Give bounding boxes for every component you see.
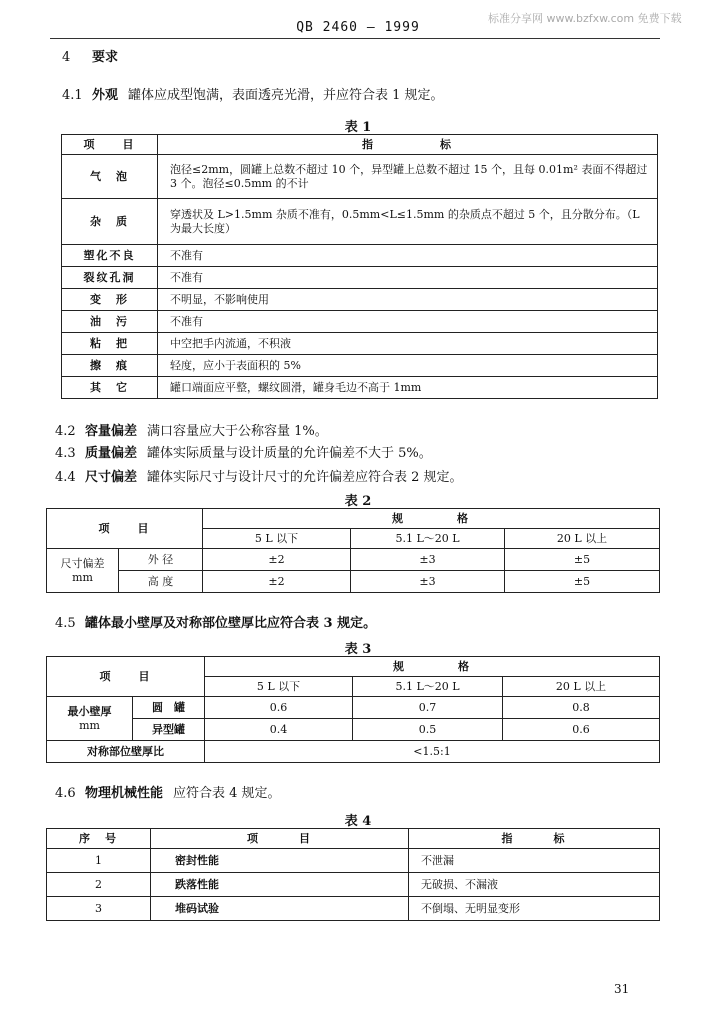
table3-col-head: 5 L 以下	[205, 677, 353, 697]
table2-head-spec: 规 格	[203, 509, 660, 529]
clause-text: 罐体应成型饱满，表面透亮光滑，并应符合表 1 规定。	[128, 88, 444, 103]
table3-cell: 0.8	[503, 697, 660, 719]
clause-number: 4.1	[62, 88, 83, 103]
table1-row-item: 塑化不良	[62, 245, 158, 267]
table2-group-label-line1: 尺寸偏差	[60, 556, 105, 570]
table3-cell: 0.4	[205, 719, 353, 741]
table3-group-label-line1: 最小壁厚	[67, 704, 112, 718]
table2-cell: ±2	[203, 571, 351, 593]
table2-group-label-line2: mm	[72, 570, 93, 584]
table1-caption: 表 1	[344, 120, 372, 135]
table3-head-spec: 规 格	[205, 657, 660, 677]
table2-col-head: 5.1 L～20 L	[351, 529, 505, 549]
section-title: 要求	[92, 50, 119, 65]
table2-sub-label: 外 径	[119, 549, 203, 571]
table2-cell: ±3	[351, 571, 505, 593]
section-number: 4	[62, 50, 71, 65]
header-rule	[50, 38, 660, 39]
table4-index: 不泄漏	[409, 849, 660, 873]
clause-title: 外观	[92, 88, 119, 103]
table3-caption: 表 3	[344, 642, 372, 657]
clause-text: 罐体最小壁厚及对称部位壁厚比应符合表 3 规定。	[85, 616, 377, 631]
table1-row-item: 其 它	[62, 377, 158, 399]
clause-number: 4.6	[55, 786, 76, 801]
table1-row-text: 不准有	[158, 267, 658, 289]
table3-sub-label: 异型罐	[133, 719, 205, 741]
table1-row-item: 裂纹孔洞	[62, 267, 158, 289]
table4-caption: 表 4	[344, 814, 372, 829]
table3-cell: 0.7	[353, 697, 503, 719]
table3-ratio-value: <1.5:1	[205, 741, 660, 763]
clause-title: 容量偏差	[85, 424, 138, 439]
table2-cell: ±3	[351, 549, 505, 571]
table1-row-text: 不准有	[158, 245, 658, 267]
table1-row-item: 气 泡	[62, 155, 158, 199]
table1-row-item: 变 形	[62, 289, 158, 311]
table3-col-head: 5.1 L～20 L	[353, 677, 503, 697]
table4-seq: 3	[47, 897, 151, 921]
clause-title: 质量偏差	[85, 446, 138, 461]
table3-group-label	[47, 697, 133, 741]
table2-head-item: 项 目	[47, 509, 203, 549]
table1-row-text: 穿透状及 L>1.5mm 杂质不准有，0.5mm<L≤1.5mm 的杂质点不超过 5 个，且分散分布。（L 为最大长度）	[158, 199, 658, 245]
table4-head-seq: 序 号	[47, 829, 151, 849]
table3-sub-label: 圆 罐	[133, 697, 205, 719]
table2-col-head: 20 L 以上	[505, 529, 660, 549]
table4-item: 密封性能	[151, 849, 409, 873]
watermark-text: 标准分享网 www.bzfxw.com 免费下载	[488, 12, 682, 25]
table2-caption: 表 2	[344, 494, 372, 509]
table3-cell: 0.6	[205, 697, 353, 719]
page-number: 31	[614, 982, 630, 996]
table1-row-item: 粘 把	[62, 333, 158, 355]
clause-4-3	[55, 446, 432, 462]
table1-row-text: 不准有	[158, 311, 658, 333]
clause-text: 罐体实际质量与设计质量的允许偏差不大于 5%。	[147, 446, 432, 461]
clause-4-5	[55, 616, 386, 632]
table1-head-item: 项 目	[62, 135, 158, 155]
table2-cell: ±2	[203, 549, 351, 571]
table1-row-text: 泡径≤2mm，圆罐上总数不超过 10 个，异型罐上总数不超过 15 个，且每 0.01m² 表面不得超过 3 个。泡径≤0.5mm 的不计	[158, 155, 658, 199]
section-4-heading	[62, 50, 128, 66]
table4-head-index: 指 标	[409, 829, 660, 849]
table2-group-label	[47, 549, 119, 593]
table3-cell: 0.5	[353, 719, 503, 741]
table2-col-head: 5 L 以下	[203, 529, 351, 549]
clause-title: 物理机械性能	[85, 786, 164, 801]
table1-row-text: 罐口端面应平整，螺纹圆滑，罐身毛边不高于 1mm	[158, 377, 658, 399]
table1-row-item: 油 污	[62, 311, 158, 333]
clause-4-6	[55, 786, 281, 802]
table-2	[46, 508, 660, 593]
table4-head-item: 项 目	[151, 829, 409, 849]
table2-cell: ±5	[505, 549, 660, 571]
table4-index: 无破损、不漏液	[409, 873, 660, 897]
table4-seq: 1	[47, 849, 151, 873]
table3-ratio-label: 对称部位壁厚比	[47, 741, 205, 763]
clause-number: 4.3	[55, 446, 76, 461]
table-1	[61, 134, 658, 399]
clause-number: 4.5	[55, 616, 76, 631]
table4-item: 跌落性能	[151, 873, 409, 897]
clause-number: 4.4	[55, 470, 76, 485]
table1-row-item: 杂 质	[62, 199, 158, 245]
table2-cell: ±5	[505, 571, 660, 593]
table3-head-item: 项 目	[47, 657, 205, 697]
table4-item: 堆码试验	[151, 897, 409, 921]
table3-cell: 0.6	[503, 719, 660, 741]
clause-title: 尺寸偏差	[85, 470, 138, 485]
table1-head-index: 指 标	[158, 135, 658, 155]
clause-4-4	[55, 470, 463, 486]
table1-row-text: 中空把手内流通，不积液	[158, 333, 658, 355]
table-4	[46, 828, 660, 921]
clause-number: 4.2	[55, 424, 76, 439]
table4-index: 不倒塌、无明显变形	[409, 897, 660, 921]
clause-text: 满口容量应大于公称容量 1%。	[147, 424, 328, 439]
clause-text: 罐体实际尺寸与设计尺寸的允许偏差应符合表 2 规定。	[147, 470, 463, 485]
table3-col-head: 20 L 以上	[503, 677, 660, 697]
table-3	[46, 656, 660, 763]
table1-row-text: 轻度，应小于表面积的 5%	[158, 355, 658, 377]
clause-4-2	[55, 424, 328, 440]
clause-text: 应符合表 4 规定。	[173, 786, 281, 801]
table1-row-text: 不明显，不影响使用	[158, 289, 658, 311]
clause-4-1	[62, 88, 444, 104]
standard-code: QB 2460 — 1999	[296, 20, 420, 35]
table2-sub-label: 高 度	[119, 571, 203, 593]
table3-group-label-line2: mm	[79, 718, 100, 732]
table1-row-item: 擦 痕	[62, 355, 158, 377]
table4-seq: 2	[47, 873, 151, 897]
